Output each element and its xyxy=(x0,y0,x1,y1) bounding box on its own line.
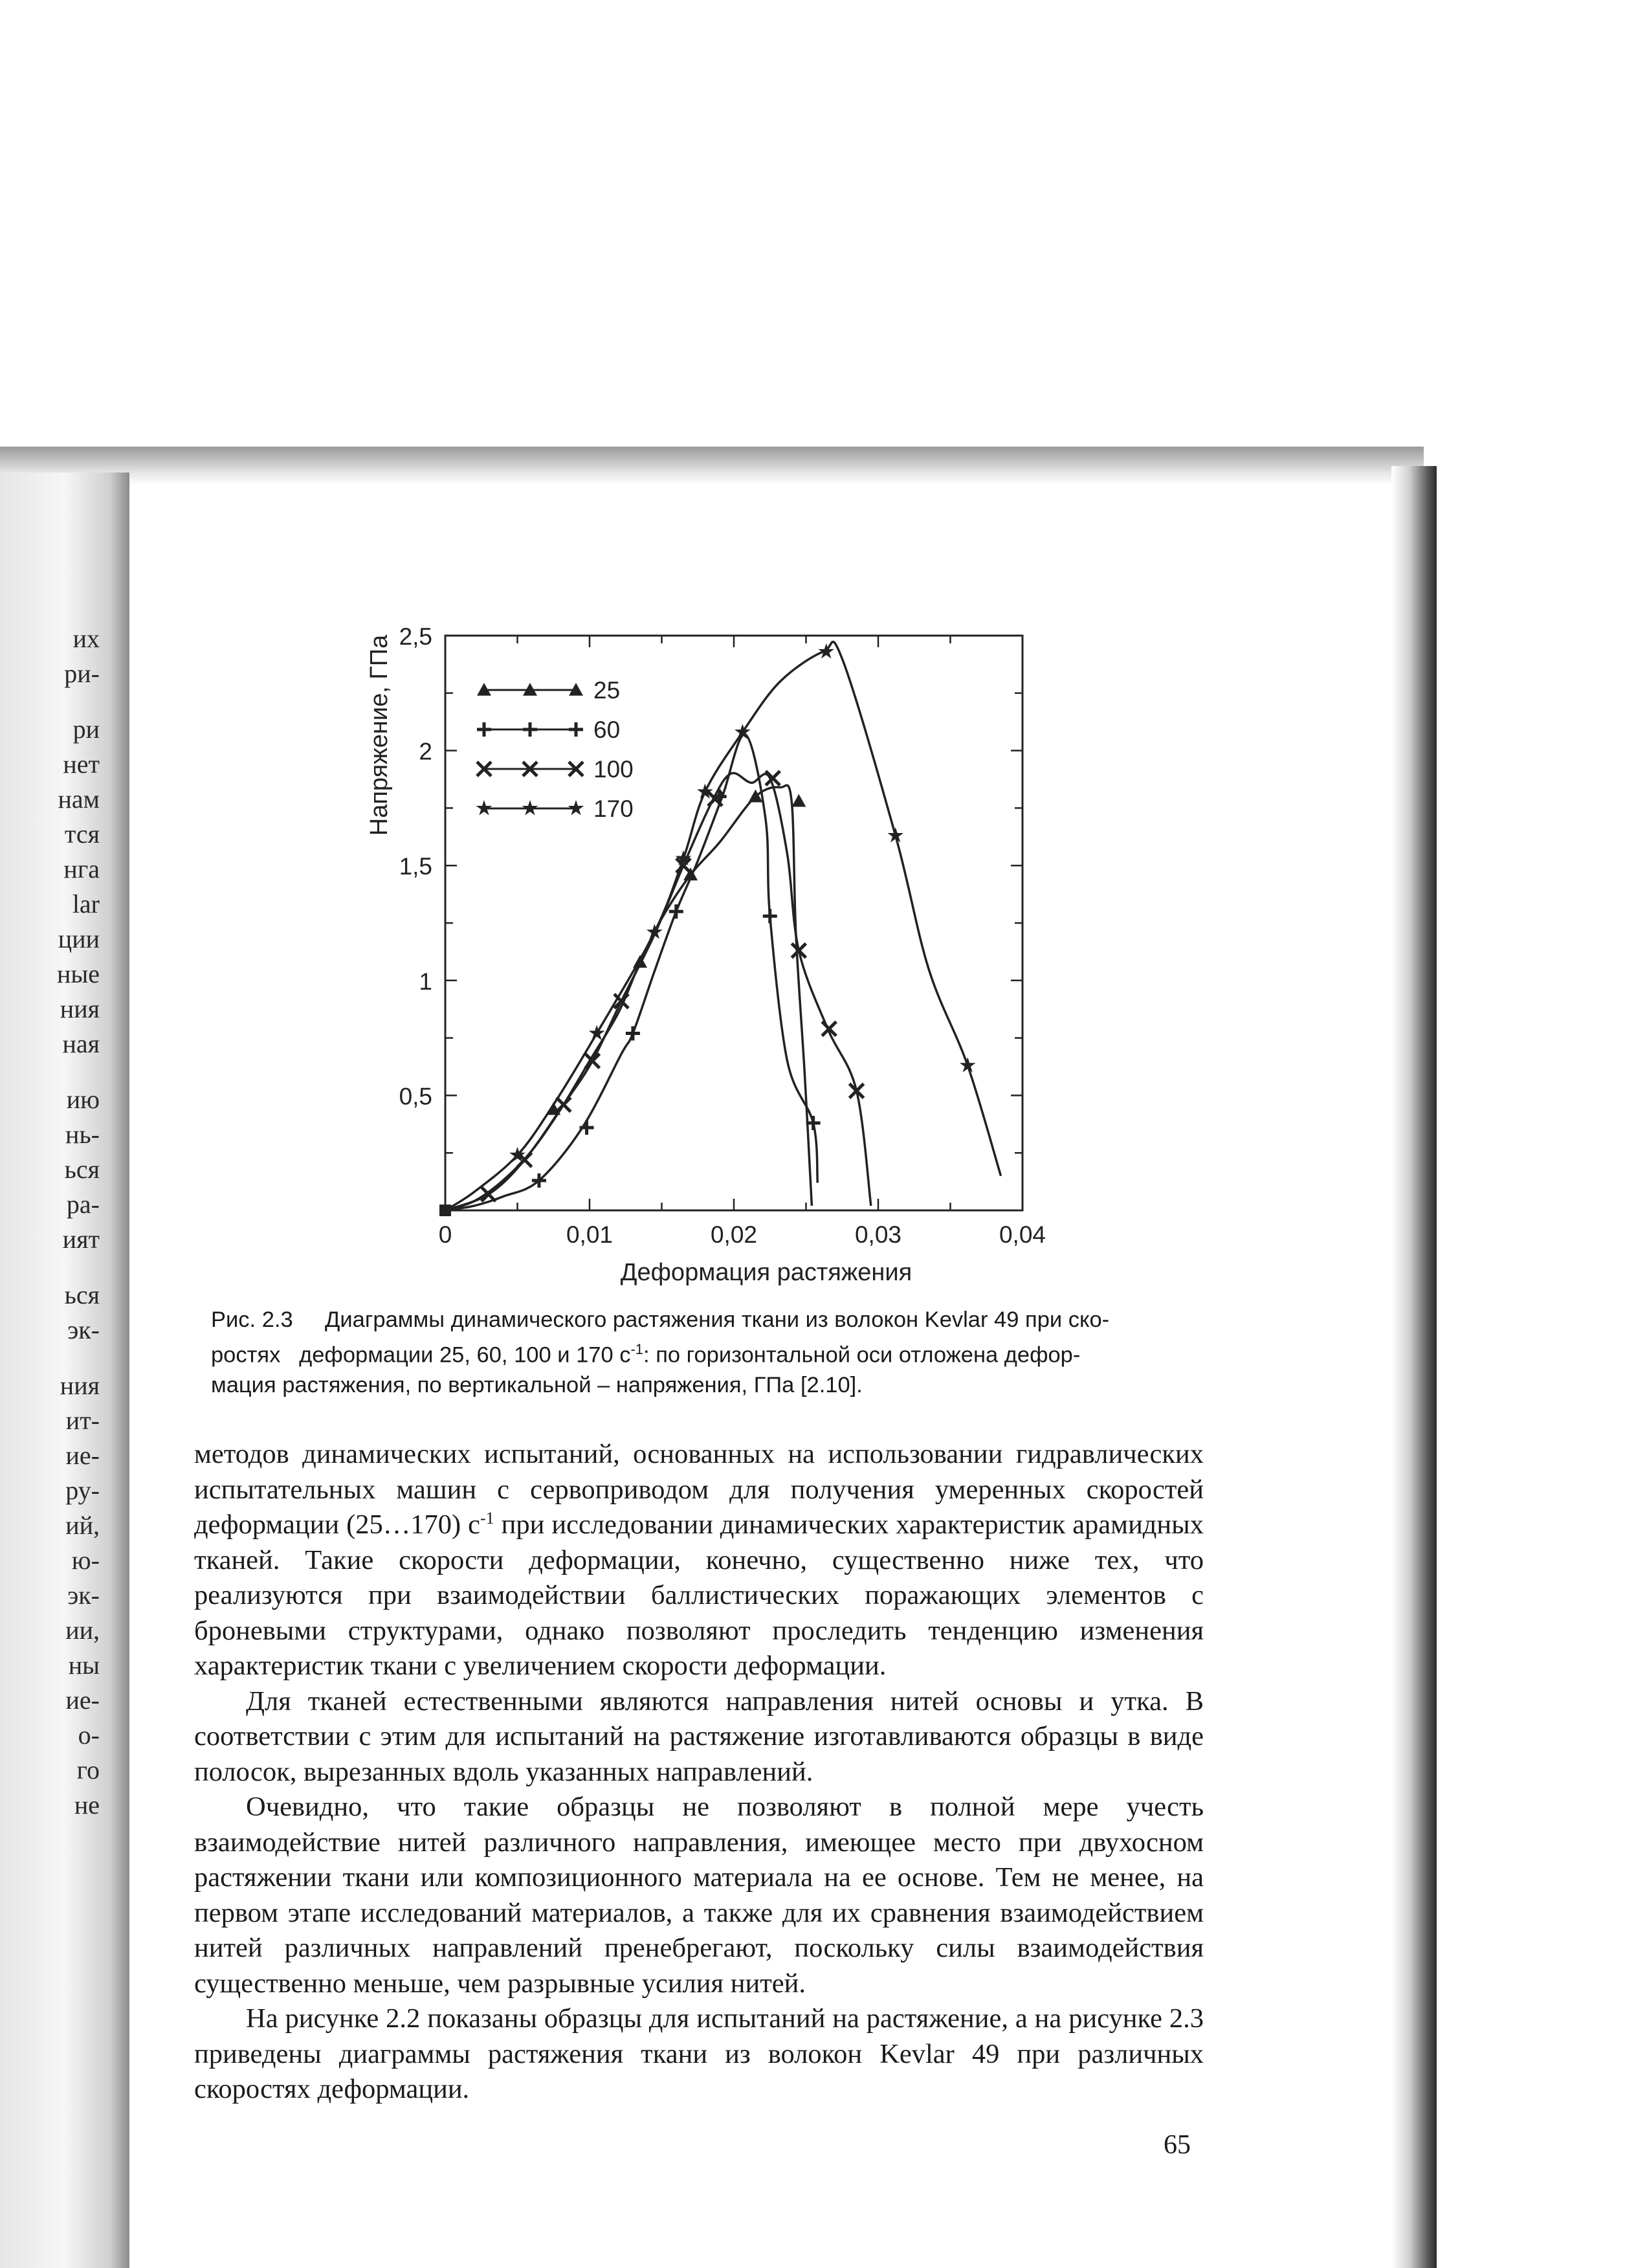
left-page-fragment: ния xyxy=(60,1371,100,1400)
left-page-fragment: ю- xyxy=(71,1546,100,1575)
x-tick-label: 0,03 xyxy=(854,1221,902,1248)
legend-label-60: 60 xyxy=(593,717,621,743)
left-page-fragment: ься xyxy=(64,1280,100,1309)
left-page-gap xyxy=(0,691,110,712)
series-60-marker xyxy=(763,909,777,923)
legend-marker-60 xyxy=(477,722,491,737)
page-number: 65 xyxy=(1164,2130,1191,2160)
figure-chart xyxy=(337,602,1100,1295)
legend-marker-60 xyxy=(569,722,583,737)
left-page-fragment: ият xyxy=(62,1225,100,1254)
series-60-marker xyxy=(580,1120,594,1135)
left-page-fragment: ься xyxy=(64,1155,100,1184)
paragraph-3: Очевидно, что такие образцы не позволяют в полной мере учесть взаимодействие нитей различного направления, имеющее место при двухосном растяжении ткани или композиционного материала на ее основе. Тем не менее, на первом этапе исследований материалов, а также для их сравнения взаимодействием нитей различных направлений пренебрегают, поскольку силы взаимодействия существенно меньше, чем разрывные усилия нитей. xyxy=(194,1792,1204,1999)
left-page-fragment: ции xyxy=(58,924,100,953)
paragraph-1-text-a: методов динамических испытаний, основанных на использовании гидравлических испытательных машин с сервоприводом для получения умеренных скоростей деформации (25…170) с xyxy=(194,1439,1204,1540)
paragraph-2: Для тканей естественными являются направления нитей основы и утка. В соответствии с этим для испытаний на растяжение изготавливаются образцы в виде полосок, вырезанных вдоль указанных направлений. xyxy=(194,1685,1204,1787)
figure-caption xyxy=(211,1305,1201,1400)
paragraph-1-text-b: при исследовании динамических характеристик арамидных тканей. Такие скорости деформации, конечно, существенно ниже тех, что реализуются при взаимодействии баллистических поражающих элементов с броневыми структурами, однако позволяют проследить тенденцию изменения характеристик ткани с увеличением скорости деформации. xyxy=(194,1509,1204,1681)
caption-label: Рис. 2.3 xyxy=(211,1307,293,1332)
x-tick-label: 0,02 xyxy=(710,1221,758,1248)
left-page-fragment: ные xyxy=(56,959,100,988)
x-tick-label: 0,01 xyxy=(566,1221,614,1248)
left-page-fragment: ная xyxy=(62,1029,100,1058)
page-edge-shadow xyxy=(1391,466,1437,2268)
paragraph-1-sup: -1 xyxy=(480,1508,494,1528)
origin-marker xyxy=(439,1205,451,1216)
legend-label-100: 100 xyxy=(593,756,634,783)
left-page-gap xyxy=(0,1348,110,1368)
left-page-fragment: их xyxy=(72,624,100,653)
left-page-fragment: ий, xyxy=(65,1511,100,1540)
caption-line-1: Диаграммы динамического растяжения ткани из волокон Kevlar 49 при ско- xyxy=(325,1307,1110,1332)
left-page-gap xyxy=(0,1257,110,1278)
left-page-fragment: ра- xyxy=(66,1190,100,1219)
y-tick-label: 0,5 xyxy=(399,1083,432,1110)
y-tick-label: 2 xyxy=(419,738,432,765)
legend-marker-60 xyxy=(523,722,537,737)
left-page-fragment: ие- xyxy=(65,1685,100,1715)
left-page-fragment: нь- xyxy=(65,1120,100,1149)
plot-frame xyxy=(445,636,1022,1210)
y-tick-label: 1 xyxy=(419,968,432,995)
caption-line-3: мация растяжения, по вертикальной – напряжения, ГПа [2.10]. xyxy=(211,1372,863,1397)
series-100-line xyxy=(445,773,871,1210)
left-page-fragment: ри- xyxy=(64,659,100,688)
left-page-fragment: эк- xyxy=(67,1581,100,1610)
left-page-fragment: о- xyxy=(78,1720,100,1750)
series-170-marker xyxy=(818,643,834,659)
paragraph-4: На рисунке 2.2 показаны образцы для испытаний на растяжение, а на рисунке 2.3 приведены диаграммы растяжения ткани из волокон Kevlar 49 при различных скоростях деформации. xyxy=(194,2003,1204,2104)
series-170-marker xyxy=(887,827,903,843)
x-axis-label: Деформация растяжения xyxy=(620,1259,912,1286)
x-tick-label: 0,04 xyxy=(999,1221,1046,1248)
page-shadow xyxy=(0,447,1424,485)
legend-label-25: 25 xyxy=(593,677,621,704)
left-page-fragment: lar xyxy=(72,889,100,918)
left-page-fragment: тся xyxy=(64,819,100,849)
left-page-fragment: нам xyxy=(58,784,100,814)
y-tick-label: 1,5 xyxy=(399,853,432,880)
caption-sup: -1 xyxy=(630,1341,644,1357)
series-170-marker xyxy=(960,1057,976,1073)
left-page-fragments xyxy=(0,621,110,2045)
series-60-marker xyxy=(669,904,683,918)
left-page-fragment: не xyxy=(74,1790,100,1819)
left-page-fragment: ию xyxy=(66,1085,100,1114)
left-page-fragment: ны xyxy=(68,1651,100,1680)
series-25-line xyxy=(445,785,812,1210)
left-page-fragment: ния xyxy=(60,994,100,1023)
body-text xyxy=(194,1437,1204,2107)
left-page-fragment: го xyxy=(76,1755,100,1784)
left-page-fragment: ру- xyxy=(65,1476,100,1505)
left-page-fragment: эк- xyxy=(67,1315,100,1344)
y-axis-label: Напряжение, ГПа xyxy=(366,634,393,836)
left-page-fragment: ит- xyxy=(65,1406,100,1435)
left-page-fragment: нет xyxy=(63,750,100,779)
legend-label-170: 170 xyxy=(593,795,634,822)
caption-line-2a: ростях деформации 25, 60, 100 и 170 с xyxy=(211,1342,631,1368)
stress-strain-chart xyxy=(337,602,1100,1295)
caption-line-2b: : по горизонтальной оси отложена дефор- xyxy=(643,1342,1081,1368)
left-page-fragment: нга xyxy=(63,854,100,884)
left-page-fragment: ри xyxy=(72,715,100,744)
left-page-gap xyxy=(0,1062,110,1082)
series-25-marker xyxy=(791,794,806,807)
y-tick-label: 2,5 xyxy=(399,623,432,650)
series-60-marker xyxy=(626,1026,640,1040)
x-tick-label: 0 xyxy=(438,1221,452,1248)
left-page-fragment: ии, xyxy=(65,1616,100,1645)
series-100-marker xyxy=(557,1098,571,1112)
series-170-marker xyxy=(589,1025,605,1040)
left-page-fragment: ие- xyxy=(65,1441,100,1470)
paragraph-1 xyxy=(194,1437,1204,1684)
